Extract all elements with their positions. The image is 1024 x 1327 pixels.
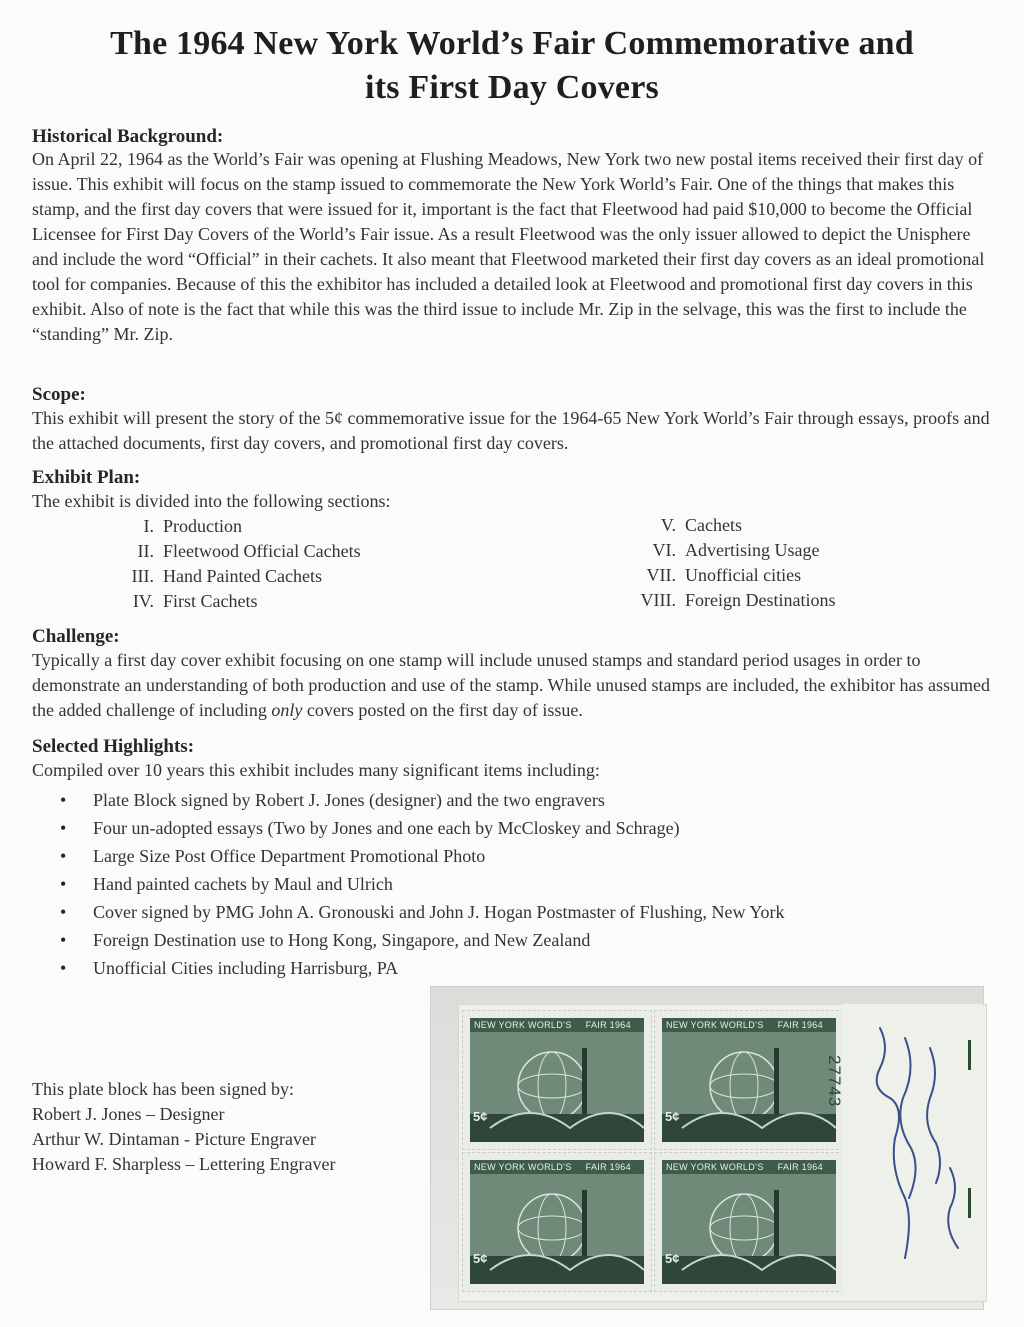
stamp — [462, 1010, 652, 1150]
unisphere-vignette-icon — [470, 1160, 644, 1284]
stamp-value: 5¢ — [665, 1109, 680, 1124]
historical-heading: Historical Background: — [32, 126, 224, 147]
challenge-text: Typically a first day cover exhibit focusing on one stamp will include unused stamps and standard period usages in order to demonstrate an understanding of both production and use of the stamp. While unused stamps are included, the exhibitor has assumed the added challenge of including only covers posted on the first day of issue. — [32, 650, 990, 720]
stamp — [462, 1152, 652, 1292]
challenge-emphasis: only — [271, 700, 303, 720]
highlights-heading: Selected Highlights: — [32, 736, 195, 757]
list-item: • Cover signed by PMG John A. Gronouski and John J. Hogan Postmaster of Flushing, New York — [60, 898, 785, 926]
unisphere-vignette-icon — [662, 1018, 836, 1142]
stamp-caption: NEW YORK WORLD’S FAIR 1964 — [666, 1162, 823, 1172]
highlights-intro: Compiled over 10 years this exhibit includes many significant items including: — [32, 760, 600, 780]
stamp-caption: NEW YORK WORLD’S FAIR 1964 — [474, 1020, 631, 1030]
page-title — [20, 22, 1004, 110]
handwritten-signatures-icon — [850, 1018, 980, 1288]
title-line-1: The 1964 New York World’s Fair Commemorative and — [110, 25, 914, 62]
challenge-heading: Challenge: — [32, 626, 120, 647]
list-item: • Hand painted cachets by Maul and Ulrich — [60, 870, 785, 898]
plan-section: I. Production — [143, 516, 242, 536]
list-item: • Unofficial Cities including Harrisburg, PA — [60, 954, 785, 982]
plan-section: VIII. Foreign Destinations — [640, 590, 836, 610]
signers-intro: This plate block has been signed by: — [32, 1079, 294, 1099]
plan-heading: Exhibit Plan: — [32, 467, 141, 488]
title-line-2: its First Day Covers — [365, 69, 659, 106]
plan-section: VII. Unofficial cities — [646, 565, 802, 585]
signer-line: Howard F. Sharpless – Lettering Engraver — [32, 1154, 336, 1174]
stamp — [654, 1010, 844, 1150]
plate-number: 27743 — [825, 1055, 844, 1108]
stamp — [654, 1152, 844, 1292]
signers-caption — [32, 1077, 335, 1177]
historical-text: On April 22, 1964 as the World’s Fair was opening at Flushing Meadows, New York two new postal items received their first day of issue. This exhibit will focus on the stamp issued to commemorate the New York World’s Fair. One of the things that makes this stamp, and the first day covers that were issued for it, important is the fact that Fleetwood had paid $10,000 to become the Official Licensee for First Day Covers of the World’s Fair issue. As a result Fleetwood was the only issuer allowed to depict the Unisphere and include the word “Official” in their cachets. It also meant that Fleetwood marketed their first day covers as an ideal promotional tool for companies. Because of this the exhibitor has included a detailed look at Fleetwood and promotional first day covers in this exhibit. Also of note is the fact that while this was the third issue to include Mr. Zip in the selvage, this was the first to include the “standing” Mr. Zip. — [32, 149, 985, 344]
stamp-caption: NEW YORK WORLD’S FAIR 1964 — [666, 1020, 823, 1030]
stamp-value: 5¢ — [665, 1251, 680, 1266]
plan-section: V. Cachets — [660, 515, 742, 535]
plan-section: II. Fleetwood Official Cachets — [137, 541, 361, 561]
stamp-value: 5¢ — [473, 1109, 488, 1124]
signer-line: Arthur W. Dintaman - Picture Engraver — [32, 1129, 316, 1149]
list-item: • Four un-adopted essays (Two by Jones and one each by McCloskey and Schrage) — [60, 814, 785, 842]
plan-intro: The exhibit is divided into the following sections: — [32, 491, 391, 511]
highlights-list — [60, 786, 785, 982]
list-item: • Foreign Destination use to Hong Kong, Singapore, and New Zealand — [60, 926, 785, 954]
stamp-caption: NEW YORK WORLD’S FAIR 1964 — [474, 1162, 631, 1172]
stamp-value: 5¢ — [473, 1251, 488, 1266]
list-item: • Plate Block signed by Robert J. Jones (designer) and the two engravers — [60, 786, 785, 814]
unisphere-vignette-icon — [662, 1160, 836, 1284]
plan-section: IV. First Cachets — [132, 591, 258, 611]
plan-section: III. Hand Painted Cachets — [131, 566, 322, 586]
signer-line: Robert J. Jones – Designer — [32, 1104, 225, 1124]
scope-heading: Scope: — [32, 384, 86, 405]
plan-section: VI. Advertising Usage — [652, 540, 820, 560]
unisphere-vignette-icon — [470, 1018, 644, 1142]
list-item: • Large Size Post Office Department Promotional Photo — [60, 842, 785, 870]
scope-text: This exhibit will present the story of the 5¢ commemorative issue for the 1964-65 New York World’s Fair through essays, proofs and the attached documents, first day covers, and promotional first day covers. — [32, 408, 990, 453]
